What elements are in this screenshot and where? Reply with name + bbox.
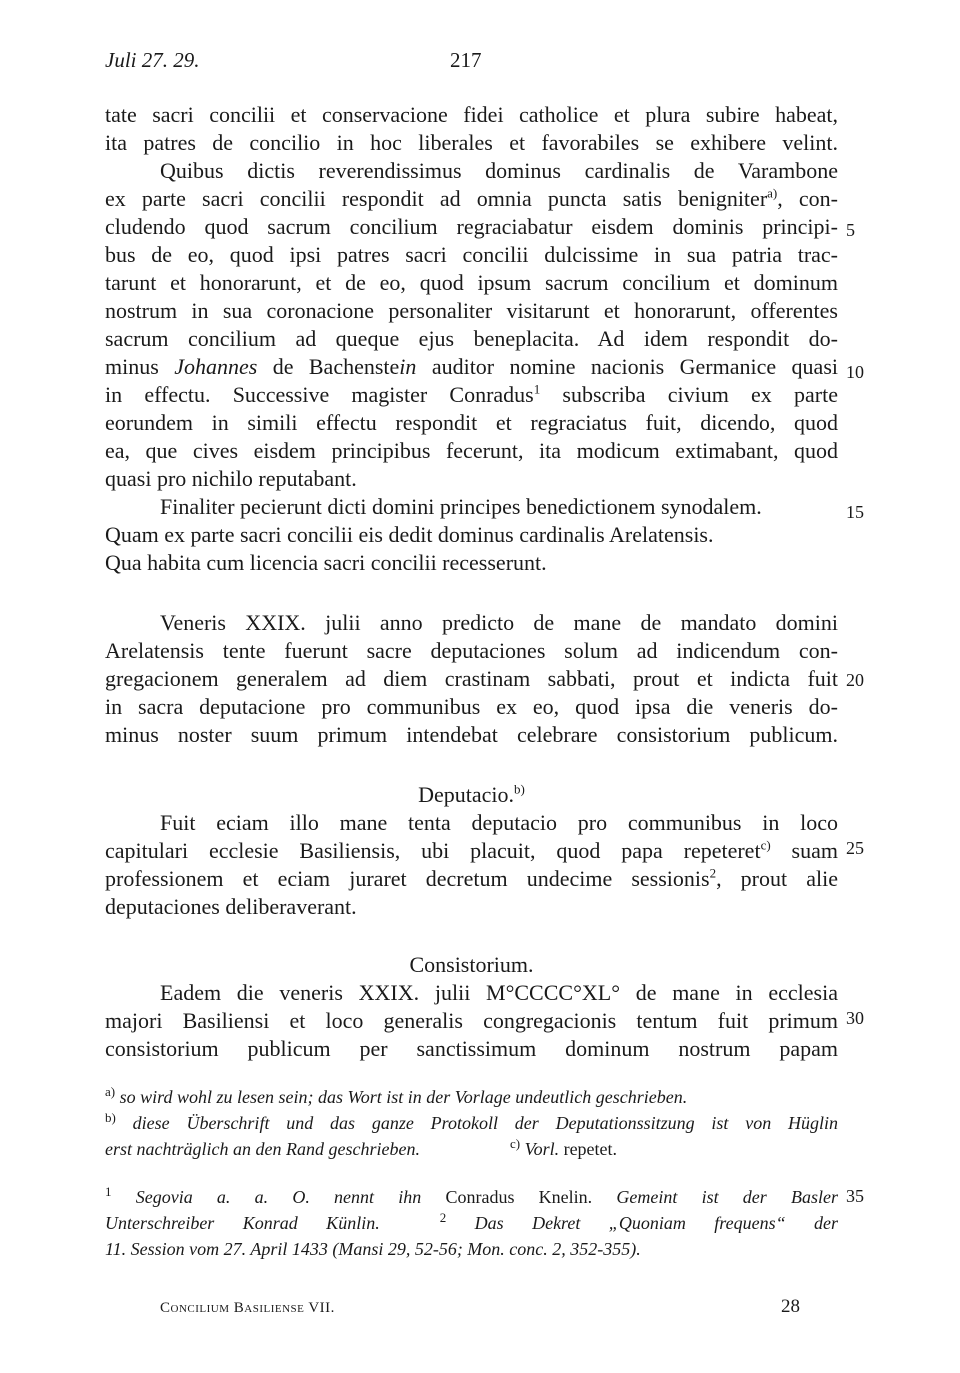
footnote-b-cont: erst nachträglich an den Rand geschrieben. $^{c)}$ Vorl. repetet. <box>105 1136 618 1159</box>
text-line: majori Basiliensi et loco generalis congregacionis tentum fuit primum <box>105 1008 838 1033</box>
section-heading-consistorium: Consistorium. <box>409 952 534 977</box>
line-number: 15 <box>846 502 864 522</box>
footnote-2-cont: 11. Session vom 27. April 1433 (Mansi 29, 52-56; Mon. conc. 2, 352-355). <box>105 1239 641 1259</box>
text-line: Eadem die veneris XXIX. julii M°CCCC°XL° de mane in ecclesia <box>160 980 838 1005</box>
text-line: bus de eo, quod ipsi patres sacri concilii dulcissime in sua patria trac- <box>105 242 838 267</box>
text-line: Qua habita cum licencia sacri concilii recesserunt. <box>105 550 547 575</box>
footnote-a: $^{a)}$ so wird wohl zu lesen sein; das Wort ist in der Vorlage undeutlich geschrieben. <box>105 1084 688 1107</box>
line-number: 35 <box>846 1186 864 1206</box>
text-line: Arelatensis tente fuerunt sacre deputaciones solum ad indicendum con- <box>105 638 838 663</box>
text-line: Quam ex parte sacri concilii eis dedit dominus cardinalis Arelatensis. <box>105 522 714 547</box>
text-line: Quibus dictis reverendissimus dominus cardinalis de Varambone <box>160 158 838 183</box>
section-heading-deputacio: Deputacio.$^{b)}$ <box>418 781 525 807</box>
text-line: consistorium publicum per sanctissimum dominum nostrum papam <box>105 1036 838 1061</box>
line-number: 20 <box>846 670 864 690</box>
text-line: cludendo quod sacrum concilium regraciabatur eisdem dominis principi- <box>105 214 838 239</box>
text-line: minus noster suum primum intendebat celebrare consistorium publicum. <box>105 722 838 747</box>
note-mark-2: 2 <box>709 865 717 881</box>
footnote-1: $^1$ Segovia a. a. O. nennt ihn Conradus Knelin. Gemeint ist der Basler <box>105 1184 839 1207</box>
note-mark-c: c) <box>760 837 771 853</box>
text-line: ea, que cives eisdem principibus fecerunt, ita modicum extimabant, quod <box>105 438 838 463</box>
text-line: gregacionem generalem ad diem crastinam sabbati, prout et indicta fuit <box>105 666 838 691</box>
line-number: 30 <box>846 1008 864 1028</box>
note-mark-a: a) <box>767 185 778 201</box>
running-header <box>105 48 838 78</box>
signature-mark: 28 <box>781 1296 800 1317</box>
text-line: sacrum concilium ad queque ejus beneplacita. Ad idem respondit do- <box>105 326 838 351</box>
line-number: 25 <box>846 838 864 858</box>
note-mark-b: b) <box>514 781 525 797</box>
text-line: Fuit eciam illo mane tenta deputacio pro communibus in loco <box>160 810 838 835</box>
text-line: nostrum in sua coronacione personaliter visitarunt et honorarunt, offerentes <box>105 298 838 323</box>
text-line: professionem et eciam juraret decretum undecime sessionis$^2$, prout alie <box>105 865 838 891</box>
text-line: deputaciones deliberaverant. <box>105 894 357 919</box>
note-mark-1: 1 <box>533 381 541 397</box>
page-number: 217 <box>450 48 482 72</box>
text-line: in effectu. Successive magister Conradus$^1$ subscriba civium ex parte <box>105 381 838 407</box>
line-number: 10 <box>846 362 864 382</box>
header-date: Juli 27. 29. <box>105 48 200 72</box>
text-line: quasi pro nichilo reputabant. <box>105 466 357 491</box>
text-line: Veneris XXIX. julii anno predicto de mane de mandato domini <box>160 610 838 635</box>
footnote-b: $^{b)}$ diese Überschrift und das ganze Protokoll der Deputationssitzung ist von Hüglin <box>105 1110 838 1133</box>
text-line: tarunt et honorarunt, et de eo, quod ipsum sacrum concilium et dominum <box>105 270 838 295</box>
text-line: in sacra deputacione pro communibus ex eo, quod ipsa die veneris do- <box>105 694 838 719</box>
text-line: ex parte sacri concilii respondit ad omnia puncta satis benigniter$^{a)}$, con- <box>105 185 838 211</box>
text-line: Finaliter pecierunt dicti domini principes benedictionem synodalem. <box>160 494 762 519</box>
line-number: 5 <box>846 220 855 240</box>
text-line: capitulari ecclesie Basiliensis, ubi placuit, quod papa repeteret$^{c)}$ suam <box>105 837 838 863</box>
footer-title: Concilium Basiliense VII. <box>160 1300 335 1316</box>
text-line: tate sacri concilii et conservacione fidei catholice et plura subire habeat, <box>105 102 838 127</box>
text-line: eorundem in simili effectu respondit et regraciatus fuit, dicendo, quod <box>105 410 838 435</box>
footnote-1-cont: Unterschreiber Konrad Künlin. $^2$ Das Dekret „Quoniam frequens“ der <box>105 1210 839 1233</box>
text-line: ita patres de concilio in hoc liberales et favorabiles se exhibere velint. <box>105 130 838 155</box>
text-line: minus Johannes de Bachenstein auditor nomine nacionis Germanice quasi <box>105 354 838 379</box>
